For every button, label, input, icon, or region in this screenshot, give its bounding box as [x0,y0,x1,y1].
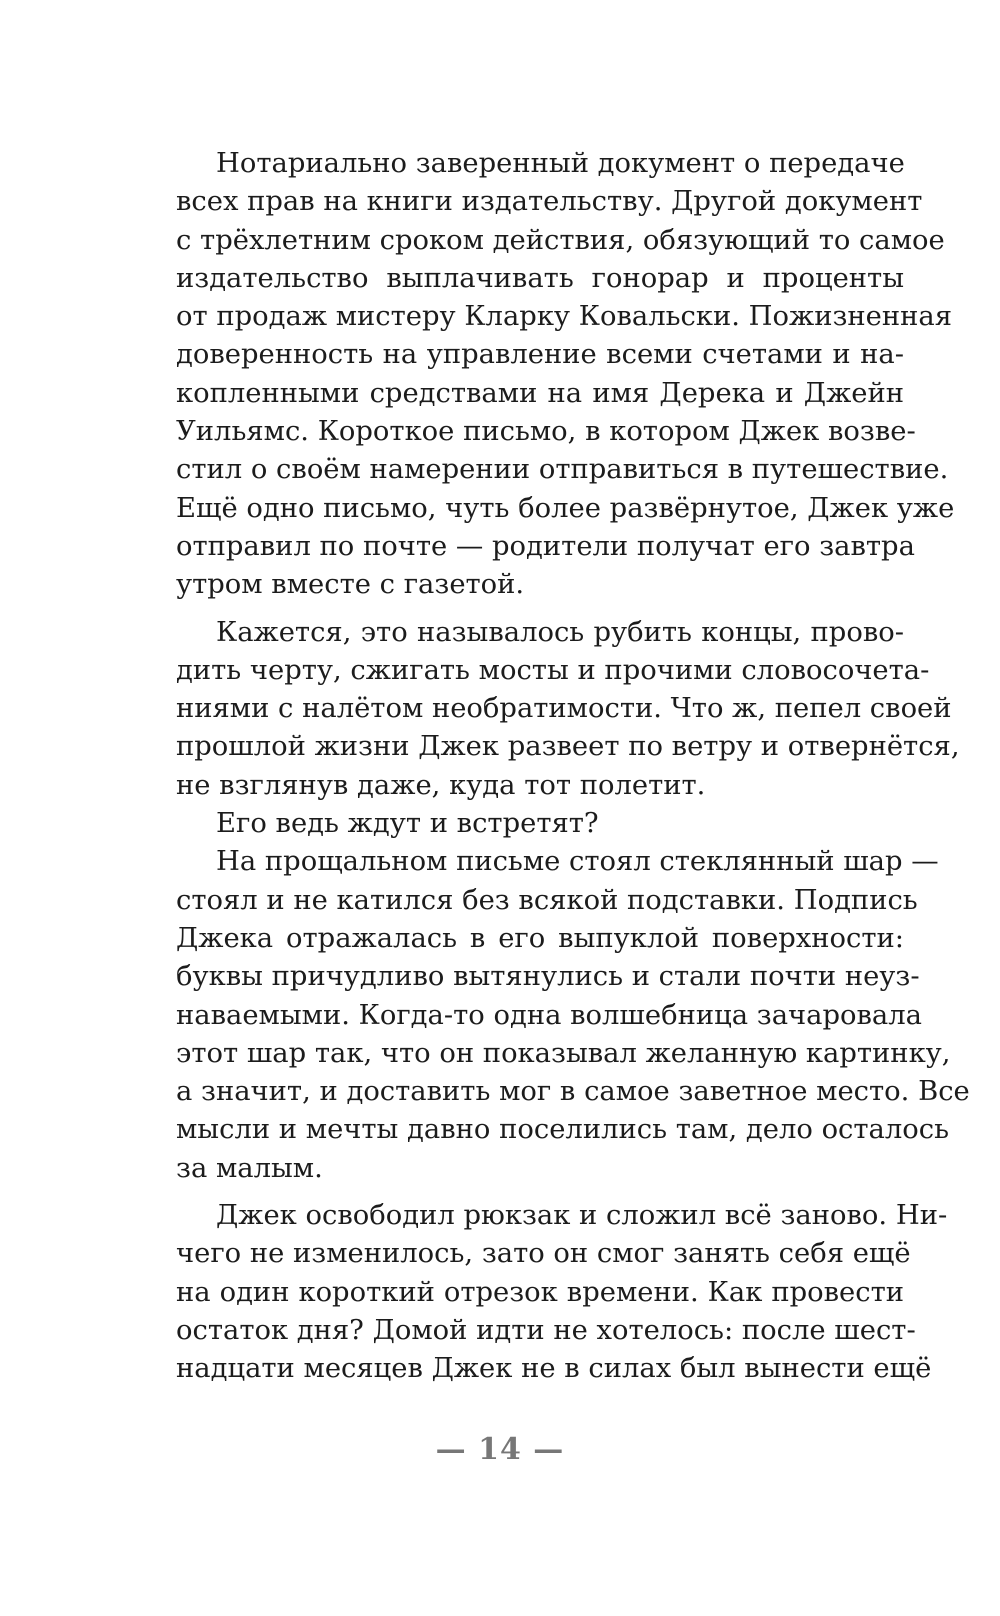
text-line: стил о своём намерении отправиться в путешествие. [176,454,949,486]
text-line: этот шар так, что он показывал желанную картинку, [176,1037,951,1069]
text-line: Его ведь ждут и встретят? [216,808,599,840]
paragraph-gap [176,1188,904,1197]
text-line: утром вместе с газетой. [176,569,525,601]
text-line: за малым. [176,1152,323,1184]
text-line: Джека отражалась в его выпуклой поверхности: [176,922,904,954]
page-number: — 14 — [435,1432,565,1467]
text-line: чего не изменилось, зато он смог занять себя ещё [176,1238,911,1270]
text-line: Джек освободил рюкзак и сложил всё заново. Ни- [216,1200,948,1232]
body-text [176,145,970,1389]
paragraph [176,1197,948,1388]
text-line: с трёхлетним сроком действия, обязующий то самое [176,224,945,256]
text-line: отправил по почте — родители получат его завтра [176,530,915,562]
text-line: наваемыми. Когда-то одна волшебница зачаровала [176,999,922,1031]
text-line: остаток дня? Домой идти не хотелось: после шест- [176,1314,916,1346]
text-line: мысли и мечты давно поселились там, дело осталось [176,1114,950,1146]
paragraph-gap [176,605,904,614]
text-line: прошлой жизни Джек развеет по ветру и отвернётся, [176,731,960,763]
paragraph [176,145,955,605]
text-line: Уильямс. Короткое письмо, в котором Джек возве- [176,416,916,448]
text-line: буквы причудливо вытянулись и стали почти неуз- [176,961,920,993]
text-line: копленными средствами на имя Дерека и Джейн [176,377,904,409]
text-line: а значит, и доставить мог в самое заветное место. Все [176,1076,970,1108]
paragraph [176,843,970,1188]
text-line: дить черту, сжигать мосты и прочими словосочета- [176,654,930,686]
paragraph [176,805,904,843]
text-line: Нотариально заверенный документ о передаче [216,148,905,179]
text-line: на один короткий отрезок времени. Как провести [176,1276,904,1308]
text-line: от продаж мистеру Кларку Ковальски. Пожизненная [176,301,952,333]
text-line: надцати месяцев Джек не в силах был вынести ещё [176,1353,932,1385]
text-line: Кажется, это называлось рубить концы, прово- [216,616,904,648]
text-line: не взглянув даже, куда тот полетит. [176,769,706,801]
text-line: издательство выплачивать гонорар и проценты [176,262,904,294]
text-line: Ещё одно письмо, чуть более развёрнутое, Джек уже [176,492,955,524]
text-line: стоял и не катился без всякой подставки. Подпись [176,884,918,916]
paragraph [176,614,960,805]
text-line: всех прав на книги издательству. Другой документ [176,186,923,218]
text-line: ниями с налётом необратимости. Что ж, пепел своей [176,693,952,725]
text-line: доверенность на управление всеми счетами и на- [176,339,904,371]
text-line: На прощальном письме стоял стеклянный шар — [216,846,939,878]
